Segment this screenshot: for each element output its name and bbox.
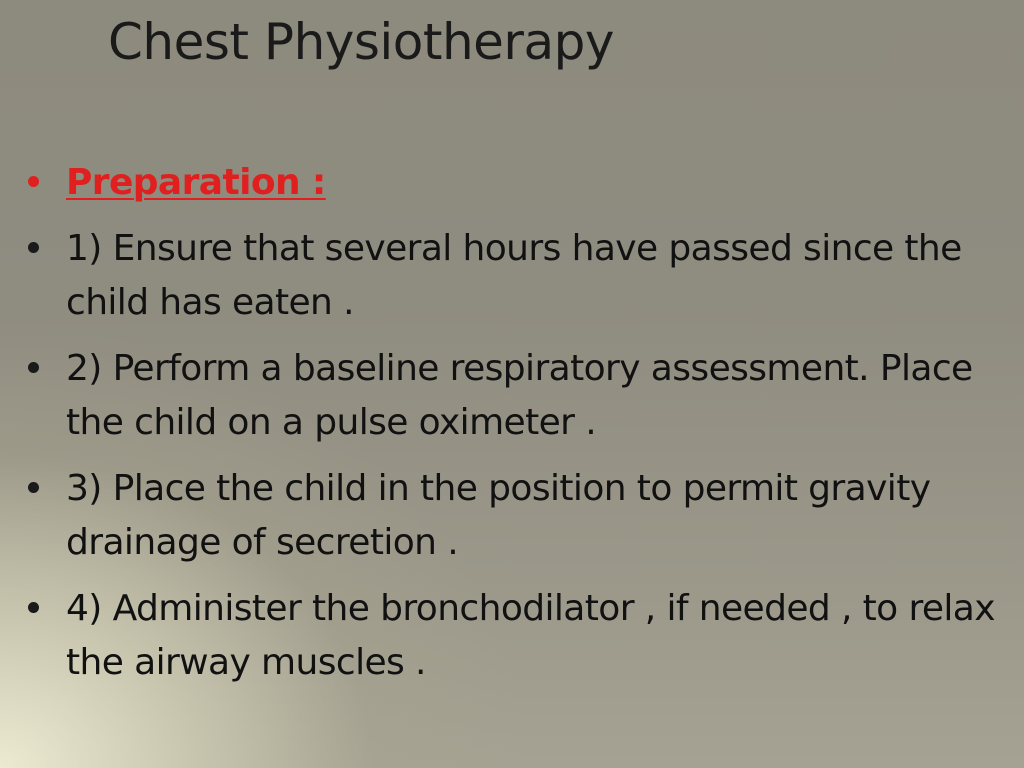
bullet-text: 4) Administer the bronchodilator , if needed , to relax the airway muscles . [66, 588, 995, 683]
bullet-list [24, 156, 1004, 702]
bullet-icon [28, 242, 39, 253]
bullet-icon [28, 482, 39, 493]
bullet-text: 2) Perform a baseline respiratory assessment. Place the child on a pulse oximeter . [66, 348, 973, 443]
bullet-item [24, 462, 1004, 570]
bullet-item [24, 342, 1004, 450]
bullet-text: 1) Ensure that several hours have passed since the child has eaten . [66, 228, 962, 323]
slide-title: Chest Physiotherapy [108, 13, 614, 71]
bullet-icon [28, 602, 39, 613]
bullet-heading [24, 156, 1004, 210]
bullet-icon [28, 362, 39, 373]
bullet-item [24, 582, 1004, 690]
bullet-icon [28, 176, 39, 187]
bullet-text: 3) Place the child in the position to permit gravity drainage of secretion . [66, 468, 931, 563]
preparation-heading: Preparation : [66, 162, 326, 203]
bullet-item [24, 222, 1004, 330]
